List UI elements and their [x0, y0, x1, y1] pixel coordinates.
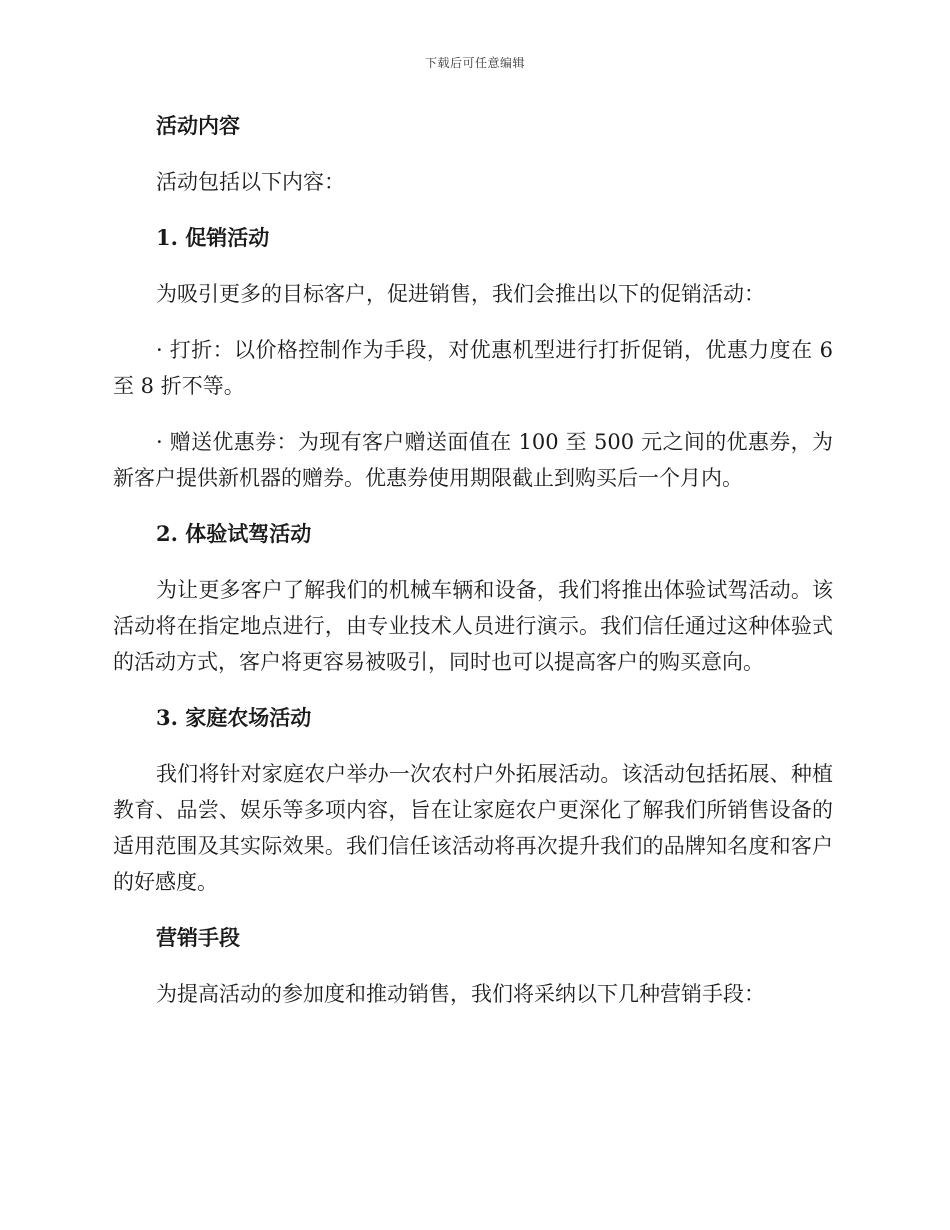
subheading-promotion: 1. 促销活动	[156, 225, 270, 250]
document-body	[113, 108, 833, 1032]
paragraph-marketing-intro: 为提高活动的参加度和推动销售，我们将采纳以下几种营销手段：	[156, 982, 765, 1006]
paragraph-test-drive: 为让更多客户了解我们的机械车辆和设备，我们将推出体验试驾活动。该活动将在指定地点进行，由专业技术人员进行演示。我们信任通过这种体验式的活动方式，客户将更容易被吸引，同时也可以提高客户的购买意向。	[113, 578, 833, 674]
section-heading-marketing: 营销手段	[156, 925, 240, 950]
section-heading-activity-content: 活动内容	[156, 113, 240, 138]
paragraph-promotion-intro: 为吸引更多的目标客户，促进销售，我们会推出以下的促销活动：	[156, 282, 765, 306]
bullet-discount: · 打折：以价格控制作为手段，对优惠机型进行打折促销，优惠力度在 6 至 8 折不等。	[113, 338, 833, 398]
bullet-coupon: · 赠送优惠券：为现有客户赠送面值在 100 至 500 元之间的优惠券，为新客户提供新机器的赠券。优惠券使用期限截止到购买后一个月内。	[113, 430, 833, 490]
paragraph-family-farm: 我们将针对家庭农户举办一次农村户外拓展活动。该活动包括拓展、种植教育、品尝、娱乐等多项内容，旨在让家庭农户更深化了解我们所销售设备的适用范围及其实际效果。我们信任该活动将再次提升我们的品牌知名度和客户的好感度。	[113, 762, 833, 894]
subheading-test-drive: 2. 体验试驾活动	[156, 521, 312, 546]
header-note: 下载后可任意编辑	[424, 56, 525, 70]
paragraph-intro: 活动包括以下内容：	[156, 170, 345, 194]
subheading-family-farm: 3. 家庭农场活动	[156, 705, 312, 730]
